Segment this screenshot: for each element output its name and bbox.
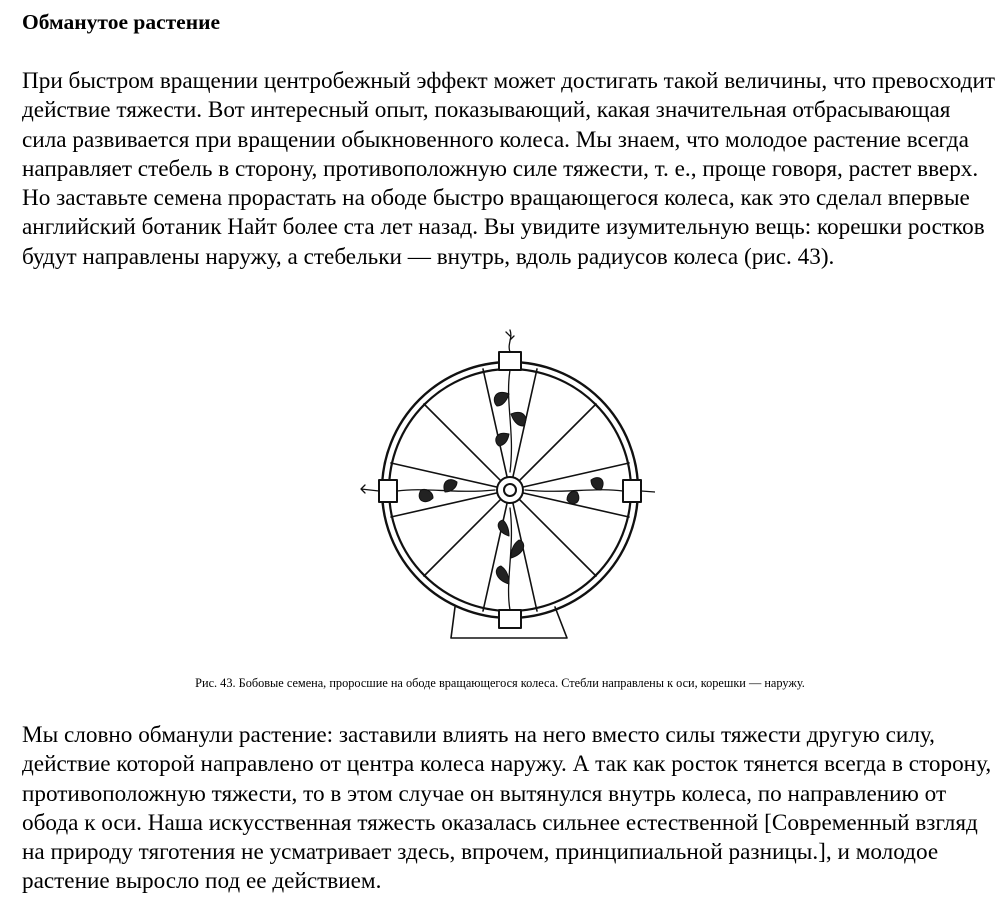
paragraph-intro: При быстром вращении центробежный эффект может достигать такой величины, что превосходит действие тяжести. Вот интересный опыт, показывающий, какая значительная отбрасывающая сила развивается при вращении обыкновенного колеса. Мы знаем, что молодое растение всегда направляет стебель в сторону, противоположную силе тяжести, т. е., проще говоря, растет вверх. Но заставьте семена прорастать на ободе быстро вращающегося колеса, как это сделал впервые английский ботаник Найт более ста лет назад. Вы увидите изумительную вещь: корешки ростков будут направлены наружу, а стебельки — внутрь, вдоль радиусов колеса (рис. 43).: [22, 68, 996, 270]
figure-caption: Рис. 43. Бобовые семена, проросшие на ободе вращающегося колеса. Стебли направлены к оси, корешки — наружу.: [195, 676, 805, 690]
article-title: Обманутое растение: [22, 10, 221, 34]
paragraph-conclusion: Мы словно обманули растение: заставили влиять на него вместо силы тяжести другую силу, действие которой направлено от центра колеса наружу. А так как росток тянется всегда в сторону, противоположную тяжести, то в этом случае он вытянулся внутрь колеса, по направлению от обода к оси. Наша искусственная тяжесть оказалась сильнее естественной [Современный взгляд на природу тяготения не усматривает здесь, впрочем, принципиальной разницы.], и молодое растение выросло под ее действием.: [22, 722, 992, 895]
wheel-illustration-icon: [355, 322, 655, 644]
